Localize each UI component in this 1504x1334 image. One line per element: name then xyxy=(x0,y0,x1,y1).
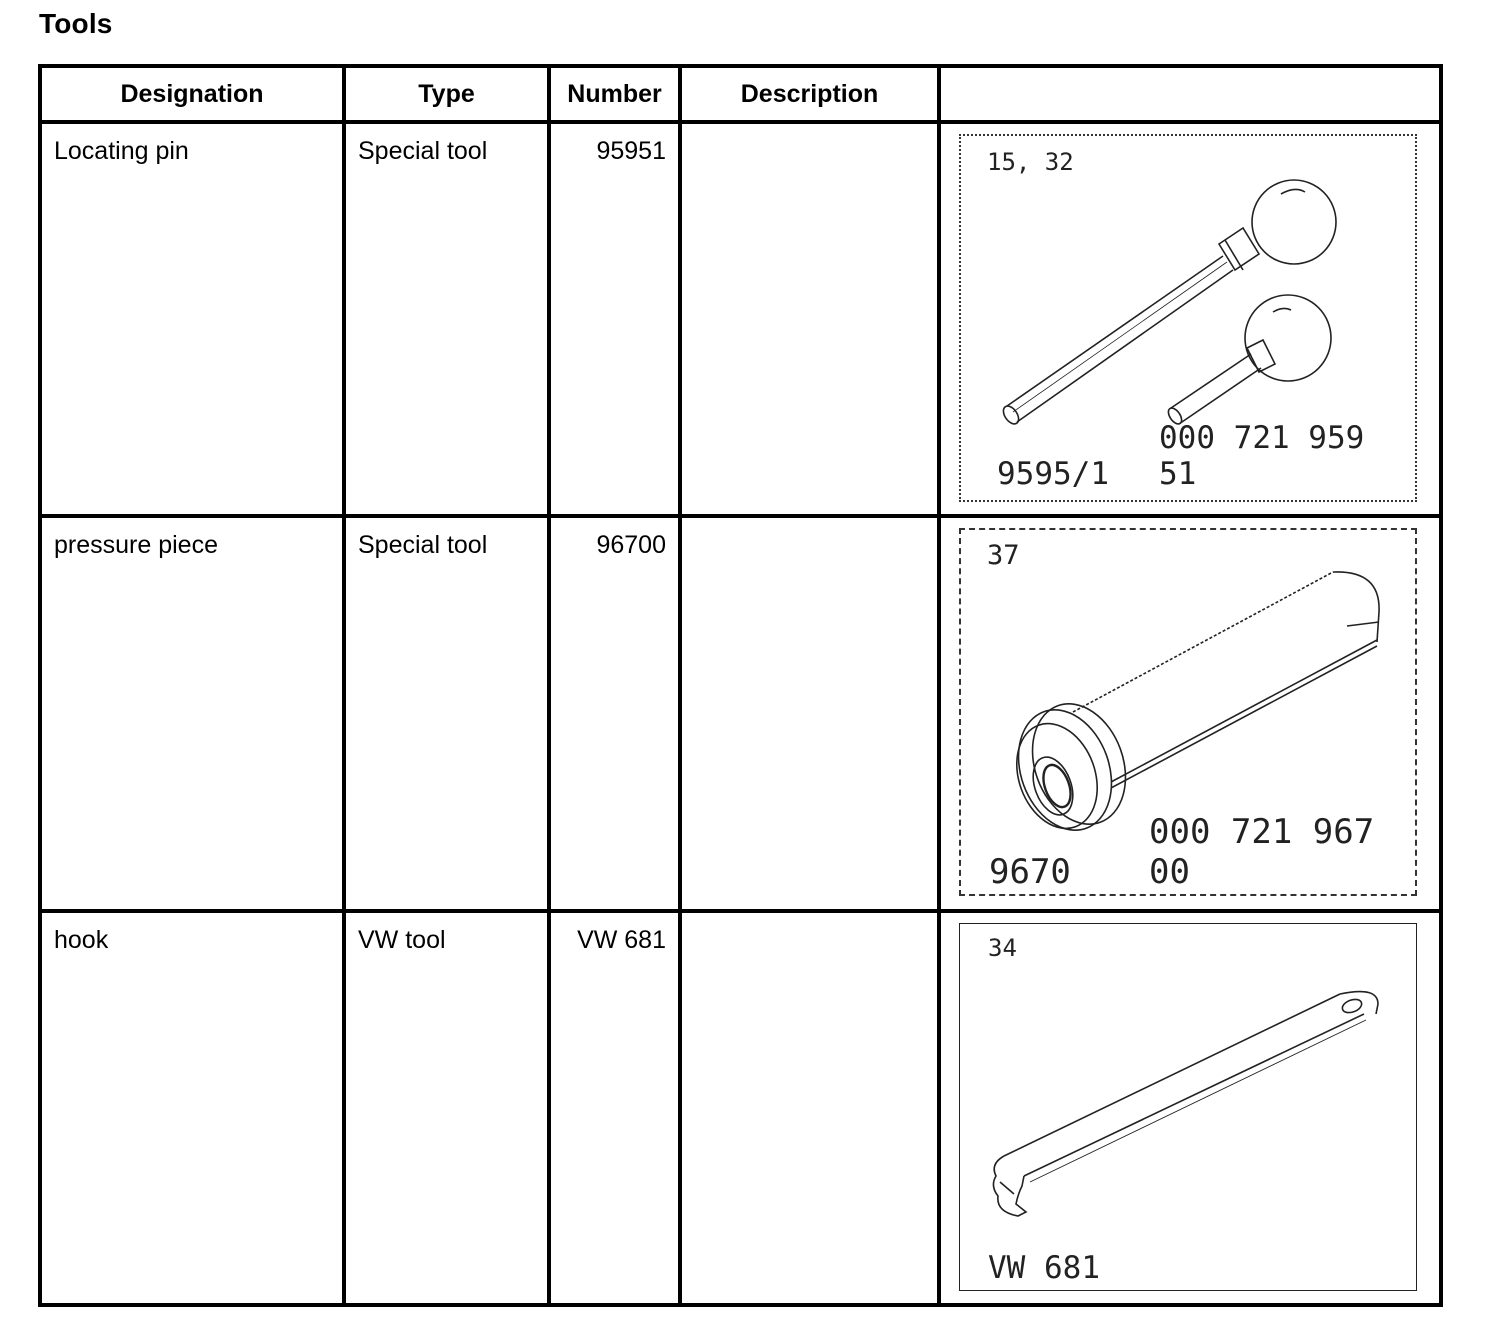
number-text: 96700 xyxy=(596,531,666,560)
tools-table xyxy=(38,64,1443,1307)
illustration-frame xyxy=(959,923,1417,1291)
header-description: Description xyxy=(680,66,939,122)
cell-description xyxy=(680,516,939,910)
type-text: Special tool xyxy=(358,137,488,165)
cell-number xyxy=(549,911,680,1305)
table-row xyxy=(40,911,1441,1305)
type-text: VW tool xyxy=(358,925,446,954)
header-illustration xyxy=(939,66,1441,122)
illustration-part-label: VW 681 xyxy=(988,1249,1100,1286)
illustration-part-number-label: 000 721 967 00 xyxy=(1149,812,1375,893)
cell-description xyxy=(680,122,939,516)
header-designation: Designation xyxy=(40,66,344,122)
cell-illustration xyxy=(939,911,1441,1305)
illustration-scale-label: 15, 32 xyxy=(987,148,1074,176)
cell-type xyxy=(344,122,549,516)
cell-designation xyxy=(40,516,344,910)
cell-number xyxy=(549,516,680,910)
type-text: Special tool xyxy=(358,531,488,560)
header-type: Type xyxy=(344,66,549,122)
table-header-row xyxy=(40,66,1441,122)
illustration-part-label: 9670 xyxy=(989,852,1071,893)
number-text: 95951 xyxy=(596,137,666,165)
cell-designation xyxy=(40,911,344,1305)
hook-wrench-icon xyxy=(960,924,1418,1292)
illustration-part-number-label: 000 721 959 51 xyxy=(1159,420,1365,492)
designation-text: hook xyxy=(54,925,109,954)
table-row xyxy=(40,516,1441,910)
description-text xyxy=(682,518,937,530)
cell-number xyxy=(549,122,680,516)
illustration-frame xyxy=(959,134,1417,502)
designation-text: Locating pin xyxy=(54,137,189,165)
cell-designation xyxy=(40,122,344,516)
header-number: Number xyxy=(549,66,680,122)
cell-type xyxy=(344,911,549,1305)
illustration-scale-label: 37 xyxy=(987,540,1020,572)
designation-text: pressure piece xyxy=(54,531,218,560)
description-text xyxy=(682,124,937,136)
illustration-frame xyxy=(959,528,1417,896)
illustration-part-label: 9595/1 xyxy=(997,456,1109,492)
table-row xyxy=(40,122,1441,516)
number-text: VW 681 xyxy=(577,925,666,954)
illustration-scale-label: 34 xyxy=(988,933,1017,962)
page-title: Tools xyxy=(39,8,113,39)
cell-illustration xyxy=(939,122,1441,516)
cell-illustration xyxy=(939,516,1441,910)
cell-description xyxy=(680,911,939,1305)
description-text xyxy=(682,913,937,925)
cell-type xyxy=(344,516,549,910)
